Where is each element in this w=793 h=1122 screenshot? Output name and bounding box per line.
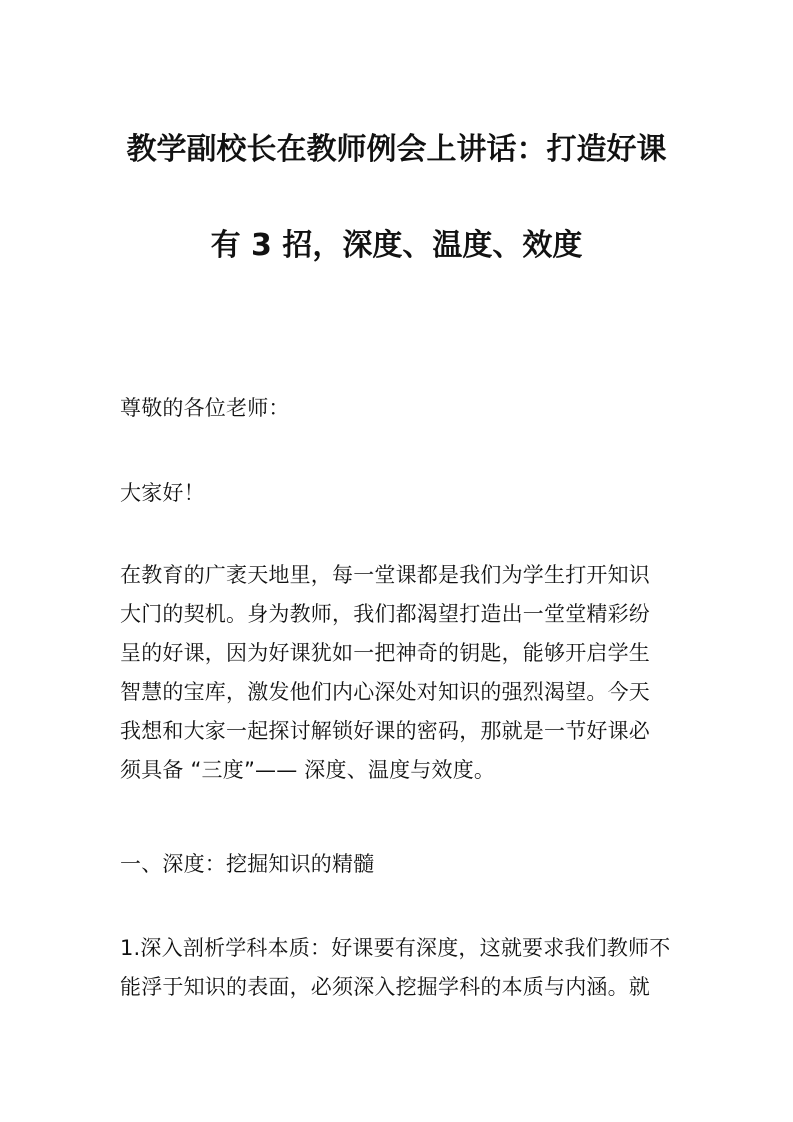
paragraph-line: 智慧的宝库，激发他们内心深处对知识的强烈渴望。今天: [120, 680, 650, 704]
paragraph-line: 能浮于知识的表面，必须深入挖掘学科的本质与内涵。就: [120, 975, 650, 999]
paragraph-line: 须具备 “三度”—— 深度、温度与效度。: [120, 758, 496, 782]
salutation: 尊敬的各位老师：: [120, 396, 290, 420]
paragraph-line: 1.深入剖析学科本质：好课要有深度，这就要求我们教师不: [120, 936, 671, 960]
paragraph-line: 呈的好课，因为好课犹如一把神奇的钥匙，能够开启学生: [120, 641, 650, 665]
document-title-line-2: 有 3 招，深度、温度、效度: [210, 228, 583, 263]
paragraph-line: 我想和大家一起探讨解锁好课的密码，那就是一节好课必: [120, 719, 650, 743]
greeting: 大家好！: [120, 481, 205, 505]
document-title-line-1: 教学副校长在教师例会上讲话：打造好课: [126, 132, 667, 167]
section-1-heading: 一、深度：挖掘知识的精髓: [120, 852, 375, 876]
paragraph-line: 在教育的广袤天地里，每一堂课都是我们为学生打开知识: [120, 563, 650, 587]
point-1-paragraph: [120, 929, 680, 1007]
paragraph-line: 大门的契机。身为教师，我们都渴望打造出一堂堂精彩纷: [120, 602, 650, 626]
intro-paragraph: [120, 556, 680, 790]
